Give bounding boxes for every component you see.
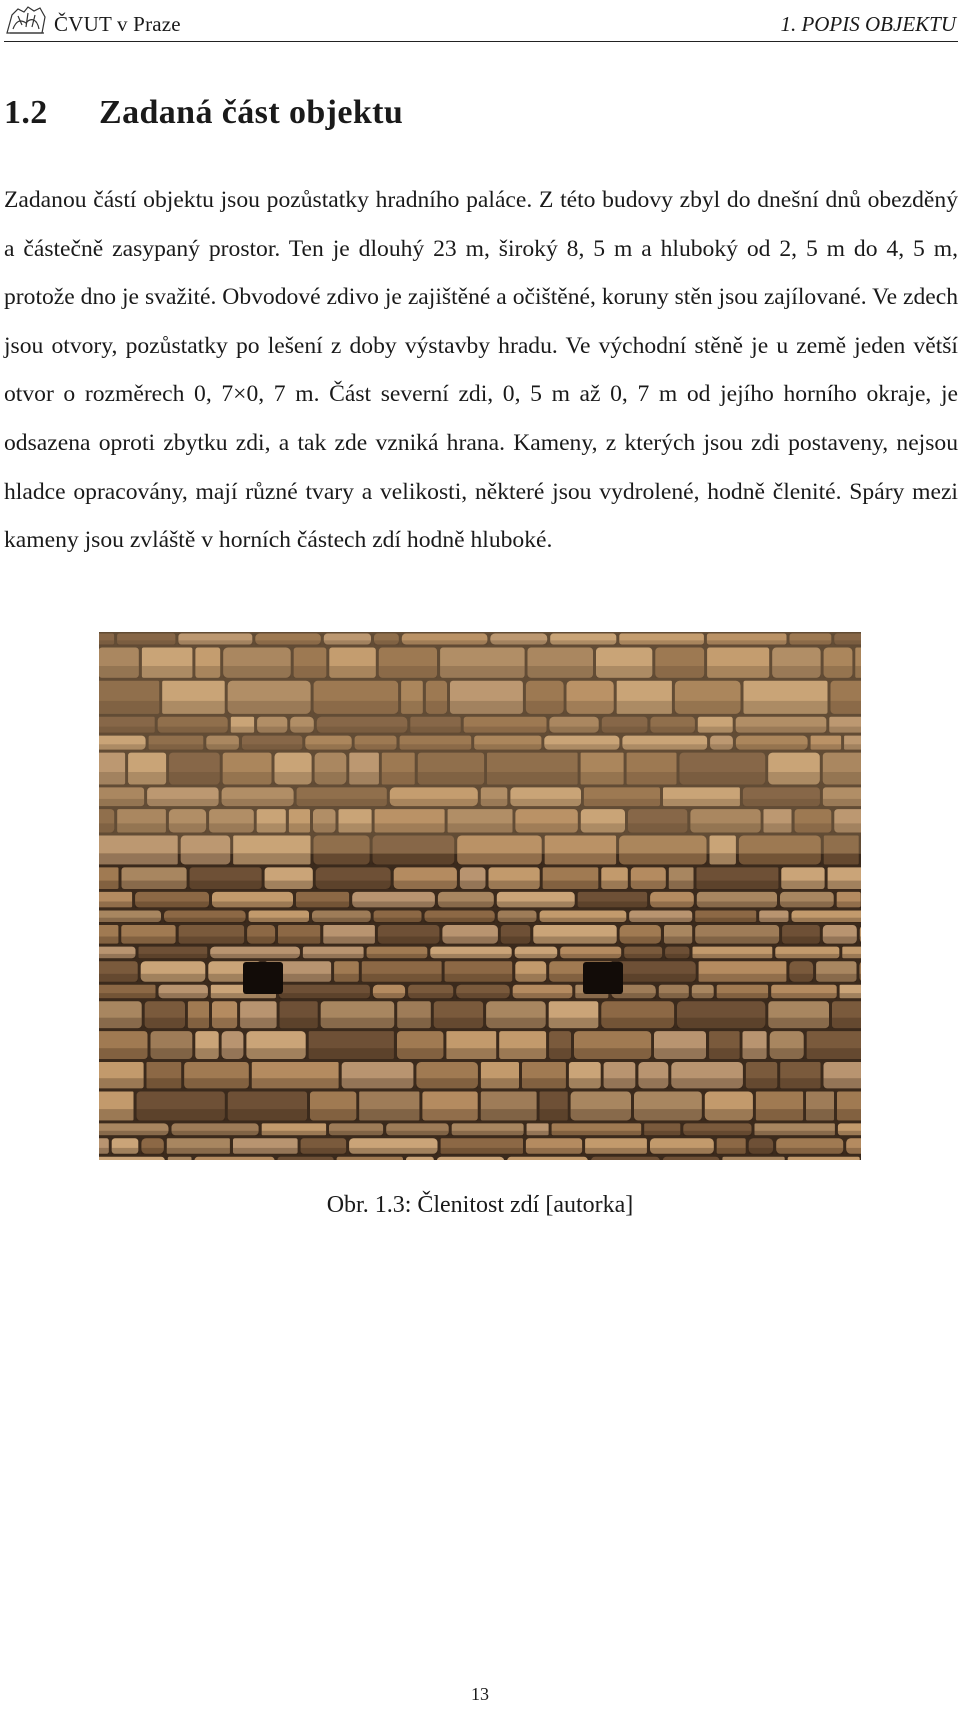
wall-stone-shadow bbox=[179, 937, 244, 945]
wall-stone-shadow bbox=[278, 937, 320, 945]
wall-stone-shadow bbox=[515, 954, 558, 959]
wall-stone-shadow bbox=[824, 1078, 862, 1088]
wall-stone-shadow bbox=[481, 1109, 537, 1120]
wall-stone-shadow bbox=[99, 954, 136, 959]
wall-stone bbox=[406, 1157, 434, 1160]
section-number: 1.2 bbox=[4, 94, 48, 131]
wall-stone-shadow bbox=[321, 1018, 395, 1028]
wall-stone-shadow bbox=[374, 918, 422, 923]
wall-stone-shadow bbox=[644, 1131, 680, 1136]
wall-stone-shadow bbox=[99, 881, 119, 890]
wall-stone-shadow bbox=[770, 1048, 804, 1059]
stone-wall-image bbox=[99, 632, 861, 1160]
wall-stone-shadow bbox=[99, 1018, 142, 1028]
wall-stone-shadow bbox=[522, 1078, 566, 1088]
wall-stone-shadow bbox=[434, 1018, 483, 1028]
wall-stone-shadow bbox=[430, 954, 511, 959]
wall-stone-shadow bbox=[139, 954, 208, 959]
wall-stone-shadow bbox=[669, 881, 694, 890]
wall-stone-shadow bbox=[709, 1048, 740, 1059]
wall-stone-shadow bbox=[262, 1131, 326, 1136]
wall-stone-shadow bbox=[408, 993, 453, 999]
wall-stone-shadow bbox=[601, 881, 628, 890]
wall-stone-shadow bbox=[486, 1018, 546, 1028]
wall-stone-shadow bbox=[545, 853, 616, 864]
wall-stone-shadow bbox=[489, 881, 540, 890]
wall-stone-shadow bbox=[650, 902, 694, 909]
wall-stone-shadow bbox=[664, 937, 692, 945]
wall-stone-shadow bbox=[776, 1148, 843, 1155]
wall-stone-shadow bbox=[99, 1148, 109, 1155]
wall-stone bbox=[337, 1157, 403, 1160]
wall-stone-shadow bbox=[717, 1148, 746, 1155]
wall-stone-shadow bbox=[190, 881, 262, 890]
wall-stone bbox=[788, 1157, 860, 1160]
wall-stone-shadow bbox=[362, 974, 442, 982]
wall-stone-shadow bbox=[560, 954, 621, 959]
wall-stone-shadow bbox=[334, 974, 359, 982]
wall-stone-shadow bbox=[394, 881, 457, 890]
wall-stone-shadow bbox=[329, 1131, 383, 1136]
wall-stone-shadow bbox=[543, 881, 599, 890]
wall-stone-shadow bbox=[164, 918, 246, 923]
scaffold-hole bbox=[583, 962, 623, 994]
page-number: 13 bbox=[471, 1684, 489, 1704]
wall-stone-shadow bbox=[112, 1148, 139, 1155]
wall-stone-shadow bbox=[526, 1148, 582, 1155]
section-heading bbox=[4, 94, 403, 132]
wall-stone bbox=[99, 1157, 165, 1160]
wall-stone-shadow bbox=[792, 918, 862, 923]
wall-stone-shadow bbox=[571, 1109, 631, 1120]
wall-stone-shadow bbox=[397, 1048, 443, 1059]
wall-stone-shadow bbox=[99, 993, 156, 999]
wall-stone-shadow bbox=[540, 918, 627, 923]
wall-stone-shadow bbox=[515, 974, 546, 982]
wall-stone-shadow bbox=[122, 881, 187, 890]
wall-stone-shadow bbox=[739, 853, 821, 864]
wall-stone-shadow bbox=[780, 1078, 820, 1088]
wall-stone-shadow bbox=[452, 1131, 524, 1136]
wall-stone-shadow bbox=[638, 1078, 668, 1088]
wall-stone-shadow bbox=[549, 1048, 571, 1059]
wall-stone-shadow bbox=[823, 937, 857, 945]
wall-stone-shadow bbox=[99, 918, 161, 923]
wall-stone-shadow bbox=[445, 974, 513, 982]
wall-stone-shadow bbox=[782, 937, 820, 945]
wall-stone-shadow bbox=[446, 1048, 496, 1059]
wall-stone-shadow bbox=[397, 1018, 431, 1028]
wall-stone-shadow bbox=[629, 918, 692, 923]
wall-stone-shadow bbox=[172, 1131, 259, 1136]
wall-stone-shadow bbox=[771, 993, 837, 999]
wall-stone-shadow bbox=[323, 937, 375, 945]
wall-stone-shadow bbox=[265, 881, 313, 890]
wall-stone-shadow bbox=[279, 993, 370, 999]
wall-stone-shadow bbox=[513, 993, 573, 999]
wall-stone-shadow bbox=[671, 1078, 743, 1088]
wall-stone-shadow bbox=[683, 1131, 751, 1136]
body-paragraph: Zadanou částí objektu jsou pozůstatky hradního paláce. Z této budovy zbyl do dnešní dnů obezděný a částečně zasypaný prostor. Ten je dlouhý 23 m, široký 8, 5 m a hluboký od 2, 5 m do 4, 5 m, protože dno je svažité. Obvodové zdivo je zajištěné a očištěné, koruny stěn jsou zajílované. Ve zdech jsou otvory, pozůstatky po lešení z doby výstavby hradu. Ve východní stěně je u země jeden větší otvor o rozměrech 0, 7×0, 7 m. Část severní zdi, 0, 5 m až 0, 7 m od jejího horního okraje, je odsazena oproti zbytku zdi, a tak zde vzniká hrana. Kameny, z kterých jsou zdi postaveny, nejsou hladce opracovány, mají různé tvary a velikosti, některé jsou vydrolené, hodně členité. Spáry mezi kameny jsou zvláště v horních částech zdí hodně hluboké. bbox=[4, 187, 958, 554]
wall-stone-shadow bbox=[699, 974, 787, 982]
wall-stone-shadow bbox=[212, 902, 293, 909]
wall-stone-shadow bbox=[789, 974, 813, 982]
wall-stone-shadow bbox=[710, 853, 736, 864]
wall-stone-shadow bbox=[147, 1078, 182, 1088]
wall-stone-shadow bbox=[181, 853, 231, 864]
wall-stone-shadow bbox=[743, 1048, 767, 1059]
wall-stone-shadow bbox=[746, 1078, 777, 1088]
wall-stone-shadow bbox=[349, 1148, 437, 1155]
wall-stone-shadow bbox=[692, 993, 714, 999]
wall-stone-shadow bbox=[501, 937, 530, 945]
wall-stone-shadow bbox=[457, 853, 542, 864]
wall-stone-shadow bbox=[359, 1109, 419, 1120]
wall-stone-shadow bbox=[151, 1048, 193, 1059]
wall-stone-shadow bbox=[604, 1078, 636, 1088]
wall-stone-shadow bbox=[697, 881, 779, 890]
wall-stone-shadow bbox=[303, 954, 364, 959]
wall-stone-shadow bbox=[386, 1131, 449, 1136]
wall-stone-shadow bbox=[195, 1048, 218, 1059]
wall-stone-shadow bbox=[574, 1048, 651, 1059]
header-institution: ČVUT v Praze bbox=[54, 12, 181, 36]
wall-stone bbox=[195, 1157, 275, 1160]
wall-stone-shadow bbox=[99, 1131, 169, 1136]
wall-stone-shadow bbox=[310, 1109, 356, 1120]
wall-stone-shadow bbox=[246, 1048, 305, 1059]
wall-stone-shadow bbox=[145, 1018, 185, 1028]
wall-stone-shadow bbox=[832, 1018, 861, 1028]
wall-stone-shadow bbox=[549, 1018, 599, 1028]
wall-stone-shadow bbox=[569, 1078, 601, 1088]
wall-stone-shadow bbox=[846, 1148, 861, 1155]
wall-stone-shadow bbox=[705, 1109, 753, 1120]
wall-stone-shadow bbox=[860, 937, 861, 945]
wall-stone-shadow bbox=[316, 881, 391, 890]
wall-stone-shadow bbox=[99, 1078, 144, 1088]
wall-stone-shadow bbox=[280, 1018, 318, 1028]
wall-stone-shadow bbox=[585, 1148, 647, 1155]
wall-stone-shadow bbox=[578, 902, 647, 909]
wall-stone bbox=[168, 1157, 192, 1160]
wall-stone-shadow bbox=[624, 954, 662, 959]
wall-stone-shadow bbox=[228, 1109, 307, 1120]
wall-stone-shadow bbox=[252, 1078, 339, 1088]
wall-stone-shadow bbox=[342, 1078, 414, 1088]
wall-stone-shadow bbox=[438, 902, 494, 909]
wall-stone-shadow bbox=[838, 1131, 861, 1136]
wall-stone-shadow bbox=[634, 1109, 702, 1120]
wall-stone-shadow bbox=[378, 937, 440, 945]
wall-stone-shadow bbox=[373, 853, 455, 864]
wall-stone-shadow bbox=[837, 1109, 861, 1120]
wall-stone-shadow bbox=[552, 1131, 642, 1136]
wall-stone-shadow bbox=[601, 1018, 674, 1028]
wall-stone-shadow bbox=[135, 902, 209, 909]
wall-stone-shadow bbox=[222, 1048, 244, 1059]
wall-stone-shadow bbox=[442, 937, 498, 945]
wall-stone bbox=[722, 1157, 784, 1160]
wall-stone-shadow bbox=[695, 918, 756, 923]
wall-stone-shadow bbox=[422, 1109, 477, 1120]
wall-stone-shadow bbox=[456, 993, 510, 999]
wall-stone-shadow bbox=[309, 1048, 394, 1059]
wall-stone-shadow bbox=[233, 1148, 298, 1155]
wall-stone-shadow bbox=[695, 937, 779, 945]
wall-stone-shadow bbox=[533, 937, 616, 945]
wall-stone-shadow bbox=[99, 1109, 134, 1120]
wall-stone-shadow bbox=[693, 954, 773, 959]
wall-stone-shadow bbox=[828, 881, 861, 890]
wall-stone-shadow bbox=[806, 1109, 834, 1120]
wall-stone-shadow bbox=[840, 993, 861, 999]
wall-stone-shadow bbox=[619, 853, 706, 864]
header-chapter: 1. POPIS OBJEKTU bbox=[780, 12, 956, 36]
wall-stone-shadow bbox=[441, 1148, 523, 1155]
wall-stone-shadow bbox=[755, 1131, 835, 1136]
wall-stone-shadow bbox=[99, 937, 118, 945]
wall-stone-shadow bbox=[617, 974, 696, 982]
wall-stone-shadow bbox=[121, 937, 175, 945]
wall-stone-shadow bbox=[460, 881, 486, 890]
wall-stone-shadow bbox=[650, 1148, 714, 1155]
wall-stone-shadow bbox=[314, 853, 370, 864]
wall-stone-shadow bbox=[749, 1148, 773, 1155]
wall-stone-shadow bbox=[247, 937, 275, 945]
figure-caption: Obr. 1.3: Členitost zdí [autorka] bbox=[326, 1192, 634, 1218]
wall-stone-shadow bbox=[137, 1109, 225, 1120]
page-header bbox=[4, 0, 958, 42]
wall-stone-shadow bbox=[824, 853, 859, 864]
wall-stone-shadow bbox=[775, 954, 839, 959]
wall-stone-shadow bbox=[527, 1131, 549, 1136]
wall-stone-shadow bbox=[665, 954, 689, 959]
wall-stone-shadow bbox=[768, 1018, 829, 1028]
wall-stone bbox=[507, 1157, 588, 1160]
wall-stone-shadow bbox=[240, 1018, 277, 1028]
wall-stone bbox=[591, 1157, 660, 1160]
wall-stone-shadow bbox=[498, 918, 537, 923]
wall-stone-shadow bbox=[233, 853, 310, 864]
wall-stone-shadow bbox=[312, 918, 371, 923]
wall-stone-shadow bbox=[212, 1018, 237, 1028]
wall-stone-shadow bbox=[759, 918, 788, 923]
wall-upper-tint bbox=[99, 632, 861, 854]
wall-stone-shadow bbox=[367, 954, 428, 959]
wall-stone-shadow bbox=[677, 1018, 765, 1028]
stone-wall-photo bbox=[99, 632, 861, 1160]
wall-stone-shadow bbox=[99, 902, 132, 909]
wall-stone-shadow bbox=[780, 902, 834, 909]
wall-stone-shadow bbox=[497, 902, 575, 909]
wall-stone-shadow bbox=[296, 902, 349, 909]
wall-stone-shadow bbox=[697, 902, 777, 909]
university-logo-icon bbox=[4, 3, 48, 37]
scaffold-hole bbox=[243, 962, 283, 994]
wall-stone-shadow bbox=[301, 1148, 347, 1155]
wall-stone-shadow bbox=[620, 937, 661, 945]
wall-stone-shadow bbox=[807, 1048, 861, 1059]
wall-stone-shadow bbox=[352, 902, 435, 909]
wall-stone-shadow bbox=[842, 954, 861, 959]
wall-stone-shadow bbox=[540, 1109, 568, 1120]
wall-stone-shadow bbox=[99, 1048, 148, 1059]
wall-stone-shadow bbox=[756, 1109, 803, 1120]
wall-stone-shadow bbox=[99, 974, 138, 982]
wall-stone-shadow bbox=[159, 993, 208, 999]
wall-stone-shadow bbox=[860, 974, 862, 982]
wall-stone-shadow bbox=[631, 881, 666, 890]
wall-stone-shadow bbox=[425, 918, 495, 923]
wall-stone-shadow bbox=[499, 1048, 546, 1059]
wall-stone-shadow bbox=[141, 974, 206, 982]
section-title: Zadaná část objektu bbox=[99, 94, 404, 131]
wall-stone-shadow bbox=[781, 881, 824, 890]
wall-stone-shadow bbox=[210, 954, 300, 959]
wall-stone-shadow bbox=[188, 1018, 209, 1028]
wall-stone-shadow bbox=[99, 853, 178, 864]
wall-stone-shadow bbox=[659, 993, 689, 999]
wall-stone-shadow bbox=[816, 974, 856, 982]
wall-stone-shadow bbox=[249, 918, 309, 923]
wall-stone-shadow bbox=[167, 1148, 230, 1155]
wall-stone bbox=[437, 1157, 504, 1160]
wall-stone-shadow bbox=[837, 902, 861, 909]
wall-stone-shadow bbox=[416, 1078, 478, 1088]
wall-stone-shadow bbox=[717, 993, 768, 999]
wall-stone bbox=[278, 1157, 334, 1160]
wall-stone-shadow bbox=[373, 993, 405, 999]
wall-stone-shadow bbox=[481, 1078, 519, 1088]
wall-stone-shadow bbox=[654, 1048, 706, 1059]
wall-stone-shadow bbox=[184, 1078, 249, 1088]
wall-stone bbox=[663, 1157, 720, 1160]
wall-stone-shadow bbox=[141, 1148, 163, 1155]
